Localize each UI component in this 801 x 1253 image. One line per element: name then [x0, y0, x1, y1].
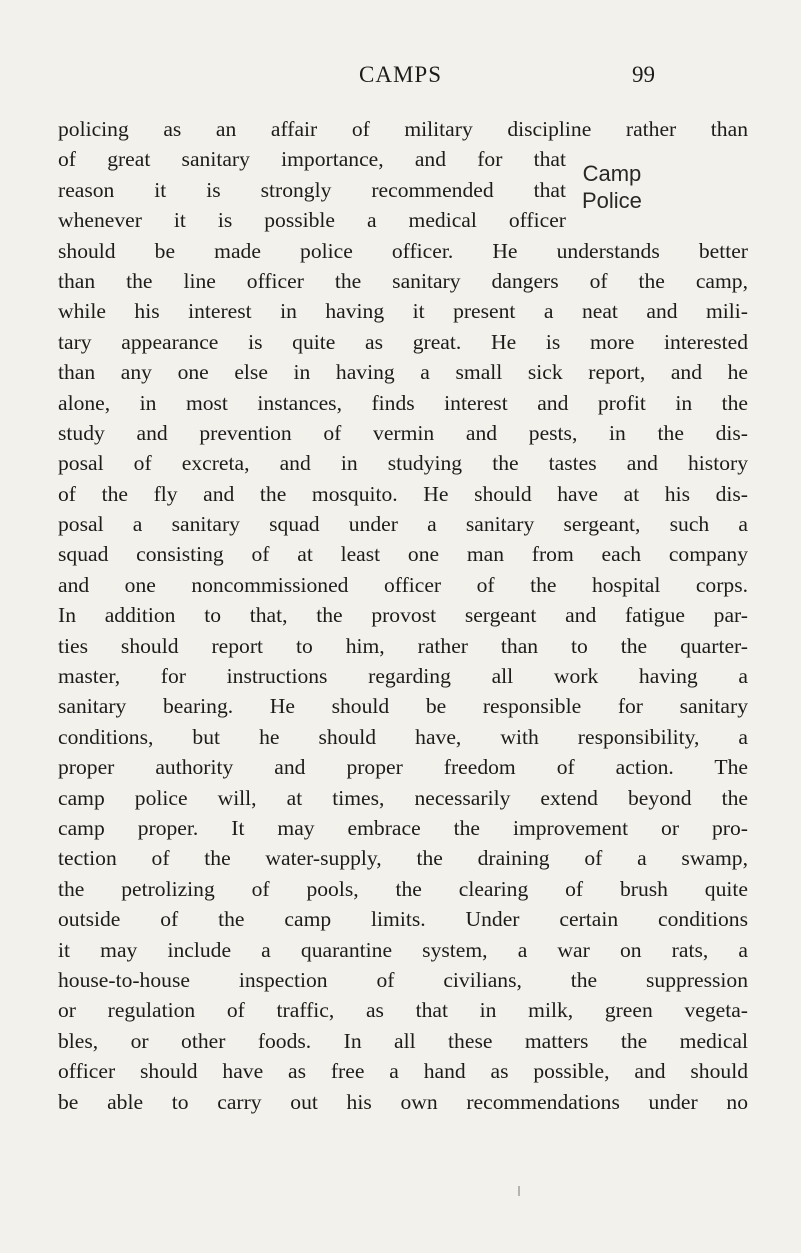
running-head: [0, 62, 801, 92]
text-line-17: In addition to that, the provost sergeant and fatigue par-: [58, 603, 748, 628]
text-line-2: of great sanitary importance, and for that: [58, 147, 566, 172]
text-line-10: alone, in most instances, finds interest and profit in the: [58, 390, 748, 415]
margin-note-line-2: Police: [582, 188, 642, 213]
text-line-20: sanitary bearing. He should be responsible for sanitary: [58, 694, 748, 719]
text-line-7: while his interest in having it present a neat and mili-: [58, 299, 748, 324]
text-line-28: it may include a quarantine system, a war on rats, a: [58, 937, 748, 962]
text-line-15: squad consisting of at least one man from each company: [58, 542, 748, 567]
text-line-26: the petrolizing of pools, the clearing of brush quite: [58, 876, 748, 901]
text-line-21: conditions, but he should have, with responsibility, a: [58, 724, 748, 749]
text-line-1: policing as an affair of military discipline rather than: [58, 117, 748, 141]
margin-note-line-1: Camp: [582, 161, 642, 186]
text-line-14: posal a sanitary squad under a sanitary sergeant, such a: [58, 512, 748, 537]
text-line-13: of the fly and the mosquito. He should have at his dis-: [58, 481, 748, 506]
text-line-27: outside of the camp limits. Under certain conditions: [58, 907, 748, 932]
text-line-31: bles, or other foods. In all these matters the medical: [58, 1028, 748, 1053]
page-number: 99: [632, 62, 655, 87]
text-line-11: study and prevention of vermin and pests, in the dis-: [58, 420, 748, 445]
body-text: [58, 114, 748, 1117]
text-line-25: tection of the water-supply, the draining of a swamp,: [58, 846, 748, 871]
text-line-16: and one noncommissioned officer of the hospital corps.: [58, 572, 748, 597]
text-line-5: should be made police officer. He understands better: [58, 238, 748, 263]
text-line-29: house-to-house inspection of civilians, the suppression: [58, 967, 748, 992]
text-line-33: be able to carry out his own recommendations under no: [58, 1089, 748, 1114]
text-line-22: proper authority and proper freedom of action. The: [58, 755, 748, 780]
paper-speck: [518, 1186, 520, 1196]
text-line-32: officer should have as free a hand as possible, and should: [58, 1059, 748, 1084]
text-line-23: camp police will, at times, necessarily extend beyond the: [58, 785, 748, 810]
text-line-3: reason it is strongly recommended that: [58, 177, 566, 202]
text-line-24: camp proper. It may embrace the improvement or pro-: [58, 815, 748, 840]
text-line-30: or regulation of traffic, as that in milk, green vegeta-: [58, 998, 748, 1023]
text-line-6: than the line officer the sanitary dangers of the camp,: [58, 268, 748, 293]
text-line-8: tary appearance is quite as great. He is more interested: [58, 329, 748, 354]
text-line-12: posal of excreta, and in studying the tastes and history: [58, 451, 748, 476]
text-line-19: master, for instructions regarding all work having a: [58, 664, 748, 689]
running-title: CAMPS: [359, 62, 442, 87]
text-line-9: than any one else in having a small sick report, and he: [58, 360, 748, 385]
text-line-18: ties should report to him, rather than to the quarter-: [58, 633, 748, 658]
text-line-4: whenever it is possible a medical officer: [58, 208, 566, 233]
